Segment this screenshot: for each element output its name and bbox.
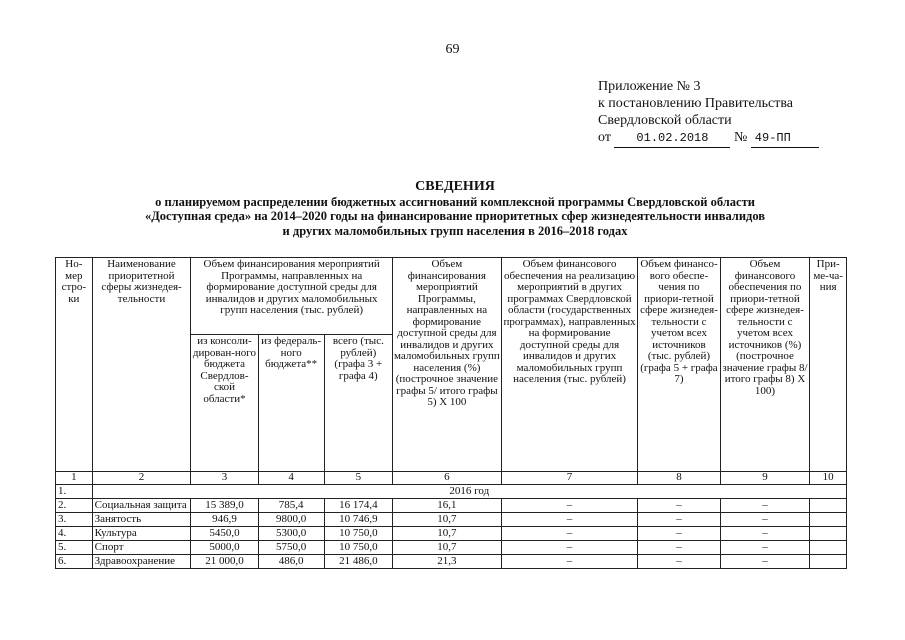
section-year-label: 2016 год [92,485,846,499]
regional-budget-value: 21 000,0 [191,555,258,569]
regional-budget-value: 5000,0 [191,541,258,555]
table-row [56,541,847,555]
federal-budget-value: 5750,0 [258,541,324,555]
sphere-name: Занятость [92,513,191,527]
header-total: всего (тыс. рублей) (графа 3 + графа 4) [324,335,392,472]
table-row [56,513,847,527]
federal-budget-value: 785,4 [258,499,324,513]
table-row [56,499,847,513]
appendix-line-3: Свердловской области [598,113,732,128]
from-label: от [598,130,611,145]
header-financing-group: Объем финансирования мероприятий Программы, направленных на формирование доступной среды для инвалидов и других маломобильных групп населения (тыс. рублей) [191,258,393,335]
federal-budget-value: 9800,0 [258,513,324,527]
heading-line-3: и других маломобильных групп населения в 2016–2018 годах [282,223,628,238]
percent-all-sources-value: – [720,541,810,555]
appendix-date-line [598,129,819,148]
notes-value [810,513,847,527]
row-number: 5. [56,541,93,555]
column-number: 7 [501,472,637,485]
total-value: 16 174,4 [324,499,392,513]
header-sphere-name: Наименование приоритетной сферы жизнедея-тельности [92,258,191,472]
header-financing-percent: Объем финансирования мероприятий Программы, направленных на формирование доступной среды для инвалидов и других маломобильных групп населения (%) (построчное значение графы 5/ итого графы 5) X 100 [392,258,501,472]
total-all-sources-value: – [638,513,720,527]
other-programs-value: – [501,555,637,569]
column-number: 10 [810,472,847,485]
percent-all-sources-value: – [720,513,810,527]
total-value: 10 750,0 [324,541,392,555]
regional-budget-value: 946,9 [191,513,258,527]
appendix-line-1: Приложение № 3 [598,79,701,94]
percent-value: 10,7 [392,541,501,555]
notes-value [810,499,847,513]
other-programs-value: – [501,499,637,513]
row-number: 6. [56,555,93,569]
column-number: 4 [258,472,324,485]
table-row [56,555,847,569]
header-percent-all-sources: Объем финансового обеспечения по приори-тетной сфере жизнедея-тельности с учетом всех источников (%) (построчное значение графы 8/ итого графы 8) X 100) [720,258,810,472]
heading-line-1: о планируемом распределении бюджетных ассигнований комплексной программы Свердловской области [155,194,755,209]
total-all-sources-value: – [638,527,720,541]
total-all-sources-value: – [638,499,720,513]
column-number: 6 [392,472,501,485]
sphere-name: Социальная защита [92,499,191,513]
regional-budget-value: 15 389,0 [191,499,258,513]
other-programs-value: – [501,513,637,527]
header-row-1 [56,258,847,335]
total-value: 10 746,9 [324,513,392,527]
heading-line-2: «Доступная среда» на 2014–2020 годы на финансирование приоритетных сфер жизнедеятельности инвалидов [144,209,766,223]
notes-value [810,527,847,541]
sphere-name: Здравоохранение [92,555,191,569]
header-federal-budget: из федераль-ного бюджета** [258,335,324,472]
header-row-number: Но-мер стро-ки [56,258,93,472]
header-regional-budget: из консоли-дирован-ного бюджета Свердлов-ской области* [191,335,258,472]
sphere-name: Спорт [92,541,191,555]
total-value: 21 486,0 [324,555,392,569]
row-number: 2. [56,499,93,513]
notes-value [810,541,847,555]
column-number: 8 [638,472,720,485]
heading-title: СВЕДЕНИЯ [415,179,495,194]
column-number: 5 [324,472,392,485]
allocation-table [55,257,847,569]
number-label: № [733,130,748,145]
total-all-sources-value: – [638,555,720,569]
header-total-all-sources: Объем финансо-вого обеспе-чения по приори-тетной сфере жизнедея-тельности с учетом всех источников (тыс. рублей) (графа 5 + графа 7) [638,258,720,472]
percent-value: 10,7 [392,513,501,527]
total-all-sources-value: – [638,541,720,555]
percent-value: 10,7 [392,527,501,541]
column-number: 2 [92,472,191,485]
header-notes: При-ме-ча-ния [810,258,847,472]
notes-value [810,555,847,569]
decree-date: 01.02.2018 [614,130,730,148]
federal-budget-value: 486,0 [258,555,324,569]
percent-all-sources-value: – [720,555,810,569]
decree-number: 49-ПП [751,130,819,148]
section-row [56,485,847,499]
percent-value: 21,3 [392,555,501,569]
column-number-row [56,472,847,485]
other-programs-value: – [501,527,637,541]
sphere-name: Культура [92,527,191,541]
column-number: 1 [56,472,93,485]
section-row-number: 1. [56,485,93,499]
regional-budget-value: 5450,0 [191,527,258,541]
percent-value: 16,1 [392,499,501,513]
table-row [56,527,847,541]
document-heading [60,180,850,238]
percent-all-sources-value: – [720,499,810,513]
page-number: 69 [445,42,460,57]
federal-budget-value: 5300,0 [258,527,324,541]
column-number: 9 [720,472,810,485]
appendix-block [598,78,819,148]
header-other-programs: Объем финансового обеспечения на реализацию мероприятий в других программах Свердловской области (государственных программах), направленных на формирование доступной среды для инвалидов и других маломобильных групп населения (тыс. рублей) [501,258,637,472]
total-value: 10 750,0 [324,527,392,541]
other-programs-value: – [501,541,637,555]
percent-all-sources-value: – [720,527,810,541]
appendix-line-2: к постановлению Правительства [598,96,794,111]
column-number: 3 [191,472,258,485]
row-number: 4. [56,527,93,541]
row-number: 3. [56,513,93,527]
